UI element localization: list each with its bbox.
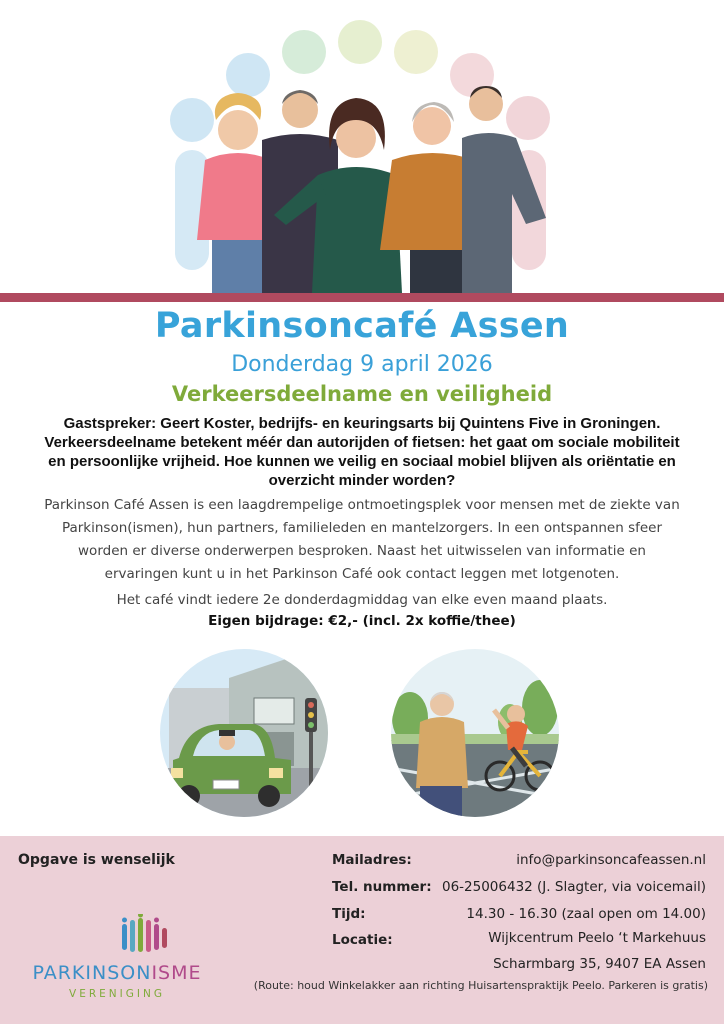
hero-photo [0, 0, 724, 293]
time-value: 14.30 - 16.30 (zaal open om 14.00) [466, 906, 706, 922]
location-label: Locatie: [332, 932, 393, 948]
schedule-text: Het café vindt iedere 2e donderdagmiddag van elke even maand plaats. [116, 592, 608, 608]
cost-text: Eigen bijdrage: €2,- (incl. 2x koffie/thee) [208, 613, 516, 629]
event-date: Donderdag 9 april 2026 [231, 352, 493, 377]
team-photo-illustration [0, 0, 724, 293]
location-value-2: Scharmbarg 35, 9407 EA Assen [493, 956, 706, 972]
location-value-1: Wijkcentrum Peelo ‘t Markehuus [488, 930, 706, 946]
header-band [0, 293, 724, 302]
event-topic: Verkeersdeelname en veiligheid [171, 382, 553, 406]
car-illustration [159, 648, 329, 818]
page-title: Parkinsoncafé Assen [154, 306, 570, 346]
logo-mark-icon [22, 914, 212, 962]
tel-value: 06-25006432 (J. Slagter, via voicemail) [441, 879, 706, 895]
cyclist-illustration [390, 648, 560, 818]
speaker-paragraph: Gastspreker: Geert Koster, bedrijfs- en keuringsarts bij Quintens Five in Groningen. Verkeersdeelname betekent méér dan autorijden of fietsen: het gaat om sociale mobiliteit en persoonlijke vrijheid. Hoe kunnen we veilig en sociaal mobiel blijven als oriëntatie en overzicht minder worden? [44, 415, 680, 489]
route-note: (Route: houd Winkelakker aan richting Huisartenspraktijk Peelo. Parkeren is gratis) [253, 979, 708, 992]
tel-label: Tel. nummer: [332, 879, 432, 895]
logo-wordmark: PARKINSONISME [32, 962, 202, 984]
logo-subtitle: VERENIGING [69, 988, 165, 1000]
mail-label: Mailadres: [332, 852, 412, 868]
registration-note: Opgave is wenselijk [18, 852, 175, 868]
mail-value[interactable]: info@parkinsoncafeassen.nl [516, 852, 706, 868]
intro-paragraph: Parkinson Café Assen is een laagdrempelige ontmoetingsplek voor mensen met de ziekte van Parkinson(ismen), hun partners, familieleden en mantelzorgers. In een ontspannen sfeer worden er diverse onderwerpen besproken. Naast het uitwisselen van informatie en ervaringen kunt u in het Parkinson Café ook contact leggen met lotgenoten. [44, 497, 680, 582]
parkinsonisme-logo [22, 914, 212, 1014]
time-label: Tijd: [332, 906, 366, 922]
footer-panel [0, 836, 724, 1024]
